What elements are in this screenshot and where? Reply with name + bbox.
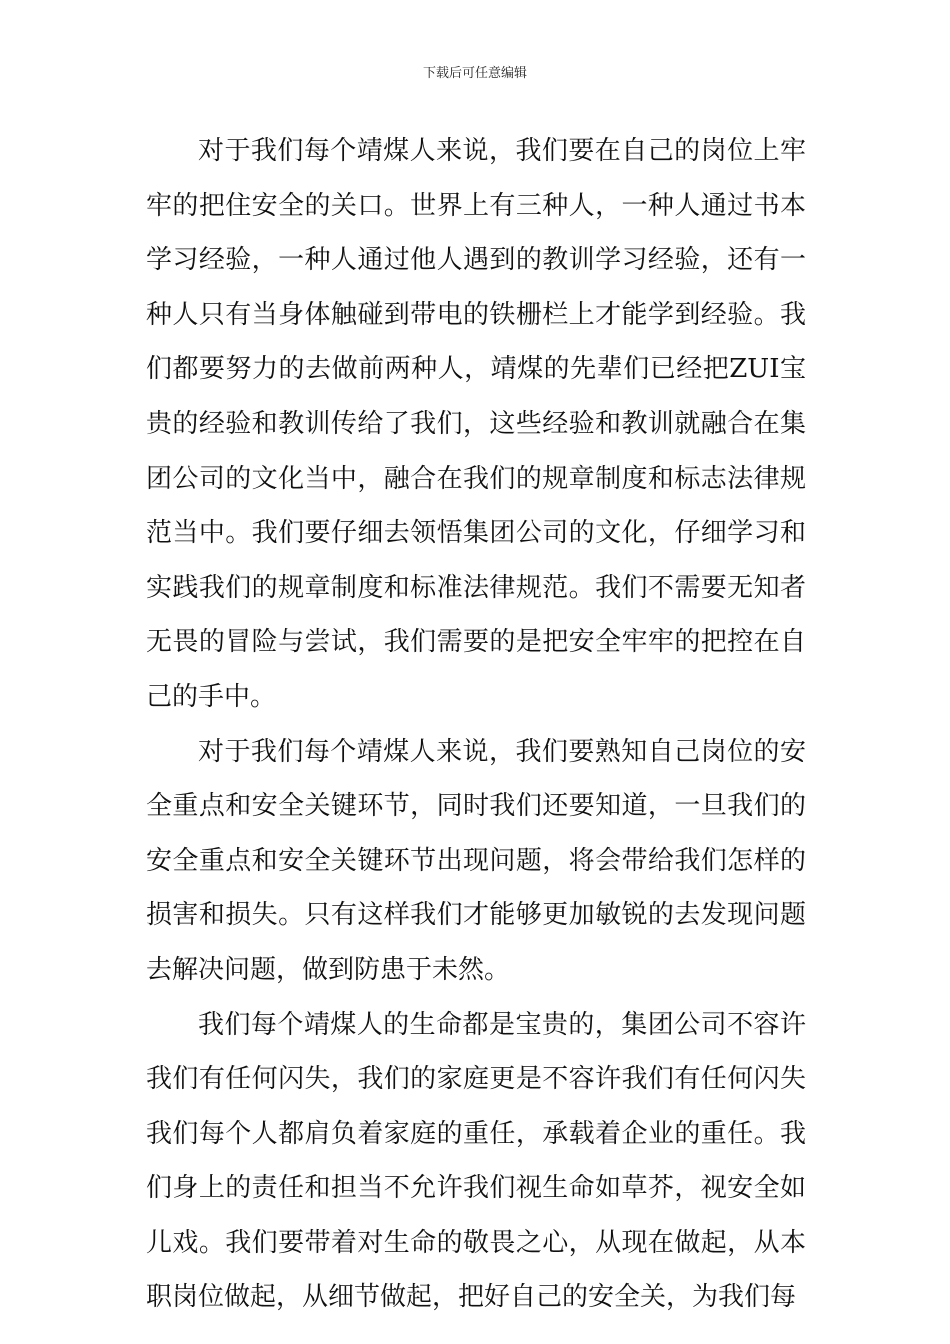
document-body (146, 124, 806, 1325)
paragraph-3: 我们每个靖煤人的生命都是宝贵的，集团公司不容许我们有任何闪失，我们的家庭更是不容许我们有任何闪失我们每个人都肩负着家庭的重任，承载着企业的重任。我们身上的责任和担当不允许我们视生命如草芥，视安全如儿戏。我们要带着对生命的敬畏之心，从现在做起，从本职岗位做起，从细节做起，把好自己的安全关，为我们每 (146, 1009, 806, 1313)
paragraph-1: 对于我们每个靖煤人来说，我们要在自己的岗位上牢牢的把住安全的关口。世界上有三种人，一种人通过书本学习经验，一种人通过他人遇到的教训学习经验，还有一种人只有当身体触碰到带电的铁栅栏上才能学到经验。我们都要努力的去做前两种人，靖煤的先辈们已经把ZUI宝贵的经验和教训传给了我们，这些经验和教训就融合在集团公司的文化当中，融合在我们的规章制度和标志法律规范当中。我们要仔细去领悟集团公司的文化，仔细学习和实践我们的规章制度和标准法律规范。我们不需要无知者无畏的冒险与尝试，我们需要的是把安全牢牢的把控在自己的手中。 (146, 136, 806, 712)
page-header: 下载后可任意编辑 (422, 66, 527, 81)
paragraph-2: 对于我们每个靖煤人来说，我们要熟知自己岗位的安全重点和安全关键环节，同时我们还要知道，一旦我们的安全重点和安全关键环节出现问题，将会带给我们怎样的损害和损失。只有这样我们才能够更加敏锐的去发现问题去解决问题，做到防患于未然。 (146, 736, 806, 985)
